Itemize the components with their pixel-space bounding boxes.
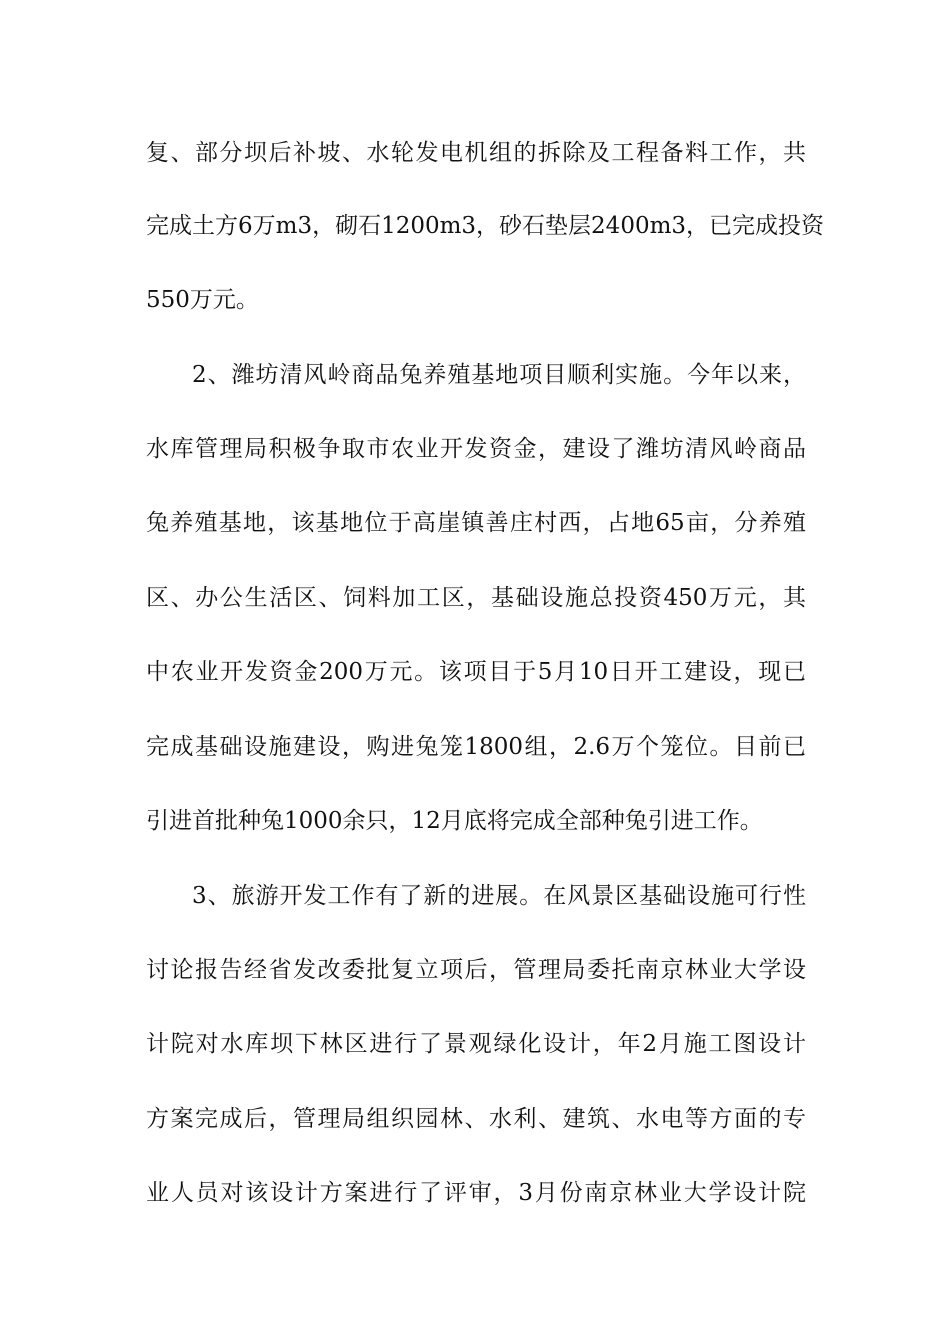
paragraph-line: 3、旅游开发工作有了新的进展。在风景区基础设施可行性 [192,883,806,909]
paragraph-line: 讨论报告经省发改委批复立项后，管理局委托南京林业大学设 [146,957,806,983]
paragraph-line: 业人员对该设计方案进行了评审，3月份南京林业大学设计院 [146,1180,806,1206]
paragraph-line: 完成土方6万m3，砌石1200m3，砂石垫层2400m3，已完成投资 [146,213,825,239]
paragraph-line: 550万元。 [146,287,259,313]
paragraph-line: 完成基础设施建设，购进兔笼1800组，2.6万个笼位。目前已 [146,734,806,760]
paragraph-line: 计院对水库坝下林区进行了景观绿化设计，年2月施工图设计 [146,1031,806,1057]
paragraph-line: 兔养殖基地，该基地位于高崖镇善庄村西，占地65亩，分养殖 [146,510,806,536]
paragraph-line: 水库管理局积极争取市农业开发资金，建设了潍坊清风岭商品 [146,436,806,462]
paragraph-line: 方案完成后，管理局组织园林、水利、建筑、水电等方面的专 [146,1106,806,1132]
paragraph-line: 区、办公生活区、饲料加工区，基础设施总投资450万元，其 [146,585,806,611]
paragraph-line: 复、部分坝后补坡、水轮发电机组的拆除及工程备料工作，共 [146,140,806,166]
paragraph-line: 2、潍坊清风岭商品兔养殖基地项目顺利实施。今年以来， [192,362,806,388]
paragraph-line: 引进首批种兔1000余只，12月底将完成全部种兔引进工作。 [146,808,763,834]
paragraph-line: 中农业开发资金200万元。该项目于5月10日开工建设，现已 [146,659,806,685]
